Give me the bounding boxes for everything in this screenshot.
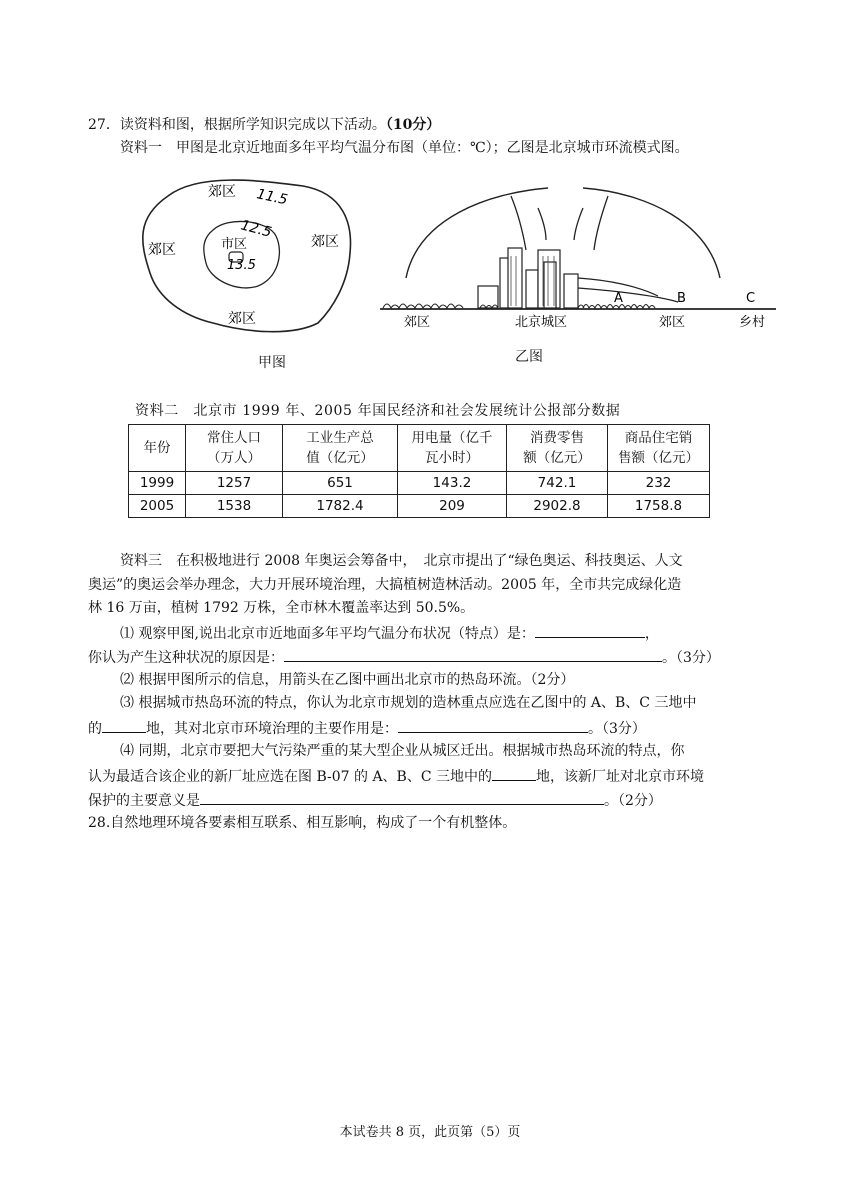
figure-yi (378, 178, 778, 338)
table-cell: 232 (608, 472, 710, 495)
point-c: C (746, 291, 756, 306)
q27-title-text: 27．读资料和图，根据所学知识完成以下活动。 (88, 117, 386, 133)
label-suburb-right: 郊区 (311, 234, 339, 250)
q3-site-blank[interactable] (102, 718, 146, 733)
table-cell: 1758.8 (608, 495, 710, 518)
header-retail (507, 425, 608, 472)
city-buildings (478, 248, 578, 308)
q4c-pre: 保护的主要意义是 (88, 793, 200, 809)
header-population (186, 425, 283, 472)
header-housing (608, 425, 710, 472)
table-cell: 742.1 (507, 472, 608, 495)
q4b-pre: 认为最适合该企业的新厂址应选在图 B-07 的 A、B、C 三地中的 (88, 769, 493, 785)
ground-label-village: 乡村 (739, 315, 766, 330)
table-row (129, 472, 710, 495)
header-housing-l2: 售额（亿元） (618, 450, 699, 466)
q4c-end: 。（2分） (604, 793, 662, 809)
q4-line-a: ⑷ 同期，北京市要把大气污染严重的某大型企业从城区迁出。根据城市热岛环流的特点，你 (120, 743, 685, 759)
label-suburb-bottom: 郊区 (228, 311, 256, 327)
material2-caption: 资料二 北京市 1999 年、2005 年国民经济和社会发展统计公报部分数据 (135, 403, 621, 419)
table-cell: 651 (283, 472, 398, 495)
q4-line-b (88, 766, 704, 786)
q3-effect-blank[interactable] (398, 718, 588, 733)
q1a-answer-blank[interactable] (535, 623, 645, 638)
table-cell: 2005 (129, 495, 186, 518)
table-cell: 209 (398, 495, 507, 518)
arc-outer-left (406, 188, 548, 278)
header-year (129, 425, 186, 472)
ground-label-suburb-left: 郊区 (404, 315, 431, 330)
header-electricity-l2: 瓦小时） (425, 450, 479, 466)
table-cell: 1999 (129, 472, 186, 495)
header-electricity-l1: 用电量（亿千 (411, 430, 493, 446)
arc-mid-right (574, 208, 583, 240)
arc-mid-left (538, 208, 546, 240)
caption-jia: 甲图 (258, 355, 286, 371)
table-cell: 1257 (186, 472, 283, 495)
material3-line3: 林 16 万亩，植树 1792 万株，全市林木覆盖率达到 50.5%。 (88, 600, 475, 616)
q3-line-a: ⑶ 根据城市热岛环流的特点，你认为北京市规划的造林重点应选在乙图中的 A、B、C 三地中 (120, 695, 697, 711)
table-cell: 1782.4 (283, 495, 398, 518)
flow-line-lower (578, 288, 678, 302)
figure-jia (128, 168, 358, 338)
material1: 资料一 甲图是北京近地面多年平均气温分布图（单位：℃）；乙图是北京城市环流模式图。 (120, 140, 689, 156)
isotherm-13-5: 13.5 (227, 258, 256, 273)
ground-label-city: 北京城区 (515, 315, 568, 330)
q4-significance-blank[interactable] (200, 790, 604, 805)
arc-inner-left (511, 196, 526, 250)
isotherm-11-5: 11.5 (255, 186, 289, 209)
isotherm-12-5: 12.5 (238, 217, 274, 241)
q1b-text: 你认为产生这种状况的原因是： (88, 650, 284, 666)
header-population-l1: 常住人口 (207, 430, 261, 446)
q1a-text: ⑴ 观察甲图,说出北京市近地面多年平均气温分布状况（特点）是： (120, 626, 535, 642)
material3-line1: 资料三 在积极地进行 2008 年奥运会筹备中， 北京市提出了“绿色奥运、科技奥运、人文 (120, 553, 683, 569)
header-industry (283, 425, 398, 472)
point-a: A (614, 291, 623, 306)
q1a-end: ， (644, 626, 659, 642)
caption-yi: 乙图 (515, 349, 543, 365)
q28-text: 28.自然地理环境各要素相互联系、相互影响，构成了一个有机整体。 (88, 815, 517, 831)
header-retail-l2: 额（亿元） (523, 450, 591, 466)
q3b-mid: 地，其对北京市环境治理的主要作用是： (146, 721, 398, 737)
header-industry-l2: 值（亿元） (306, 450, 374, 466)
header-retail-l1: 消费零售 (530, 430, 584, 446)
q3-line-b (88, 718, 646, 738)
q4-line-c (88, 790, 662, 810)
point-b: B (677, 291, 686, 306)
arc-outer-right (583, 188, 720, 278)
q1-line-b (88, 647, 720, 667)
table-cell: 2902.8 (507, 495, 608, 518)
ground-label-suburb-right: 郊区 (659, 315, 686, 330)
material3-line2: 奥运”的奥运会举办理念，大力开展环境治理，大搞植树造林活动。2005 年，全市共完成绿化造 (88, 577, 682, 593)
header-housing-l1: 商品住宅销 (624, 430, 693, 446)
table-cell: 1538 (186, 495, 283, 518)
label-suburb-left: 郊区 (148, 242, 176, 258)
label-city: 市区 (221, 237, 248, 252)
q3b-end: 。（3分） (588, 721, 646, 737)
header-population-l2: （万人） (207, 450, 261, 466)
q1-line-a (120, 623, 659, 643)
arc-inner-right (594, 196, 608, 250)
header-year-text: 年份 (143, 440, 171, 456)
q3b-pre: 的 (88, 721, 102, 737)
q2-line: ⑵ 根据甲图所示的信息，用箭头在乙图中画出北京市的热岛环流。（2分） (120, 672, 575, 688)
q4b-end: 地，该新厂址对北京市环境 (536, 769, 705, 785)
table-header-row (129, 425, 710, 472)
stats-table (128, 424, 710, 518)
q27-title (88, 116, 440, 134)
q27-score: （10分） (385, 117, 441, 133)
label-suburb-top: 郊区 (208, 184, 236, 200)
header-electricity (398, 425, 507, 472)
q1b-end: 。（3分） (662, 650, 720, 666)
header-industry-l1: 工业生产总 (306, 430, 374, 446)
page-footer: 本试卷共 8 页，此页第（5）页 (339, 1125, 521, 1140)
table-row (129, 495, 710, 518)
q4-site-blank[interactable] (492, 766, 536, 781)
q1b-answer-blank[interactable] (284, 647, 662, 662)
vegetation-left (383, 304, 463, 308)
table-cell: 143.2 (398, 472, 507, 495)
